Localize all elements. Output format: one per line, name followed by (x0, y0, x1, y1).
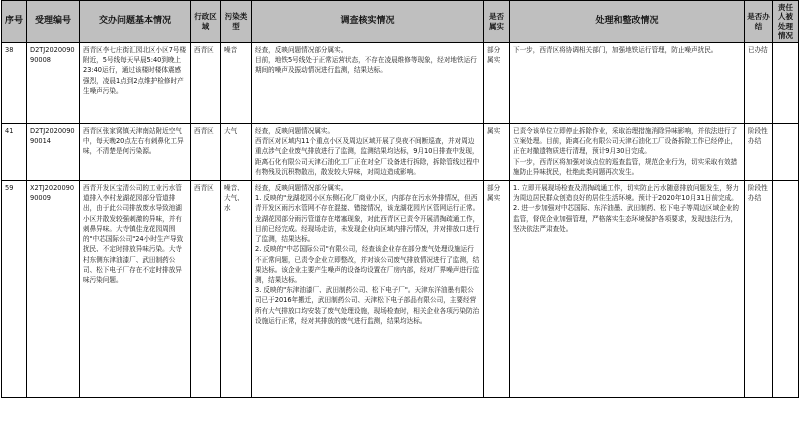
cell-district: 西青区 (191, 181, 221, 398)
header-basic: 交办问题基本情况 (80, 1, 191, 43)
cell-responsible (773, 124, 799, 181)
cell-pollution: 噪音 (221, 43, 252, 124)
cell-handling: 下一步，西青区将协调相关部门，加强地铁运行管理，防止噪声扰民。 (510, 43, 745, 124)
header-verification: 调查核实情况 (252, 1, 484, 43)
header-case-no: 受理编号 (27, 1, 80, 43)
table-row (2, 124, 799, 181)
cell-seq: 41 (2, 124, 27, 181)
cell-district: 西青区 (191, 124, 221, 181)
table-row (2, 181, 799, 398)
cell-handling: 1. 立即开展现场检查及清掏疏通工作，切实防止污水随意排放问题发生，努力为周边居民群众创造良好的居住生活环境。预计于2020年10月31日前完成。 2. 进一步加强对中芯国际、东洋油墨、武田制药、松下电子等周边区域企业的监管，督促企业加强管理，严格落实生态环境保护各项要求，发现违法行为，坚决依法严肃查处。 (510, 181, 745, 398)
cell-verification: 经查，反映问题情况部分属实。 目前，地铁5号线处于正常运营状态，不存在凌晨维修等现象，经对地铁运行期间的噪声及振动情况进行监测，结果达标。 (252, 43, 484, 124)
cell-pollution: 大气 (221, 124, 252, 181)
cell-responsible (773, 181, 799, 398)
cell-responsible (773, 43, 799, 124)
complaint-table (1, 0, 799, 398)
cell-verification: 经查，反映问题情况属实。 西青区对区域内11个重点小区及周边区域开展了臭夜不间断巡查，并对周边重点涉气企业废气排放进行了监测，监测结果均达标，9月10日排查中发现，距离石化有限公司天津石油化工厂正在对全厂设备进行拆除，拆除管线过程中有物残及沉积物散出，散发较大异味，对周边造成影响。 (252, 124, 484, 181)
cell-case-no: X2TJ202009090009 (27, 181, 80, 398)
header-seq: 序号 (2, 1, 27, 43)
header-row (2, 1, 799, 43)
cell-is-true: 属实 (484, 124, 510, 181)
cell-closed: 已办结 (745, 43, 773, 124)
header-is-true: 是否属实 (484, 1, 510, 43)
header-responsible: 责任人被处理情况 (773, 1, 799, 43)
cell-case-no: D2TJ202009090014 (27, 124, 80, 181)
header-district: 行政区域 (191, 1, 221, 43)
cell-district: 西青区 (191, 43, 221, 124)
table-row (2, 43, 799, 124)
cell-case-no: D2TJ202009090008 (27, 43, 80, 124)
cell-handling: 已责令该单位立即停止拆除作业，采取治理措施消除异味影响，并依法进行了立案处理。目前，距离石化有限公司天津石油化工厂设备拆除工作已经停止，正在对撤遗物质进行清理，预计9月30日完成。 下一步，西青区将加强对该点位的巡查监管，规范企业行为，切实采取有效措施防止异味扰民，杜绝此类问题再次发生。 (510, 124, 745, 181)
cell-is-true: 部分属实 (484, 181, 510, 398)
cell-basic: 西青区李七庄街汇园北区小区7号楼附近，5号线每天早晨5:40到晚上23:40运行，通过该楼时楼体震感强烈，凌晨1点到2点维护检修时产生噪声污染。 (80, 43, 191, 124)
header-handling: 处理和整改情况 (510, 1, 745, 43)
cell-basic: 西青开发区宝清公司的工业污水管道排入李村龙湖花园部分管道排出，由于此公司排放废水导致池湖小区并散发较强刺激的异味，并有刺鼻异味。大寺镇佳龙花园周围的"中芯国际公司"24小时生产导致扰民、不定时排放异味污染。大寺村东侧东津油漆厂、武田制药公司、松下电子厂存在不定时排放异味污染问题。 (80, 181, 191, 398)
header-closed: 是否办结 (745, 1, 773, 43)
cell-closed: 阶段性办结 (745, 124, 773, 181)
cell-basic: 西青区张家窝镇天津南站附近空气中，每天晚20点左右有刺鼻化工异味，不清楚是何污染源。 (80, 124, 191, 181)
cell-verification: 经查，反映问题情况部分属实。 1. 反映的"龙湖花园小区东侧石化厂商业小区，内部存在污水外排情况，但西青开发区雨污水管网不存在混接、错接情况，该龙湖花园片区管网运行正常。龙湖花园部分雨污管道存在堵塞现象，对此西青区已责令开展清掏疏通工作，目前已经完成。经现场走访，未发现企业向区域内排污情况，并对排放口进行了监测，结果达标。 2. 反映的"中芯国际公司"有限公司，经查该企业存在部分废气处理设施运行不正常问题，已责令企业立即整改，并对该公司废气排放情况进行了监测，结果达标。该企业主要产生噪声的设备均设置在厂房内部，经对厂界噪声进行监测，结果达标。 3. 反映的"东津油漆厂、武田制药公司、松下电子厂"。天津东洋油墨有限公司已于2016年搬迁，武田制药公司、天津松下电子部品有限公司，主要经营所有大气排放口均安装了废气处理设施，现场检查时，相关企业各项污染防治设施运行正常，经对其排放的废气进行监测，结果均达标。 (252, 181, 484, 398)
cell-closed: 阶段性办结 (745, 181, 773, 398)
cell-is-true: 部分属实 (484, 43, 510, 124)
cell-seq: 59 (2, 181, 27, 398)
header-pollution: 污染类型 (221, 1, 252, 43)
cell-pollution: 噪音、大气、水 (221, 181, 252, 398)
cell-seq: 38 (2, 43, 27, 124)
